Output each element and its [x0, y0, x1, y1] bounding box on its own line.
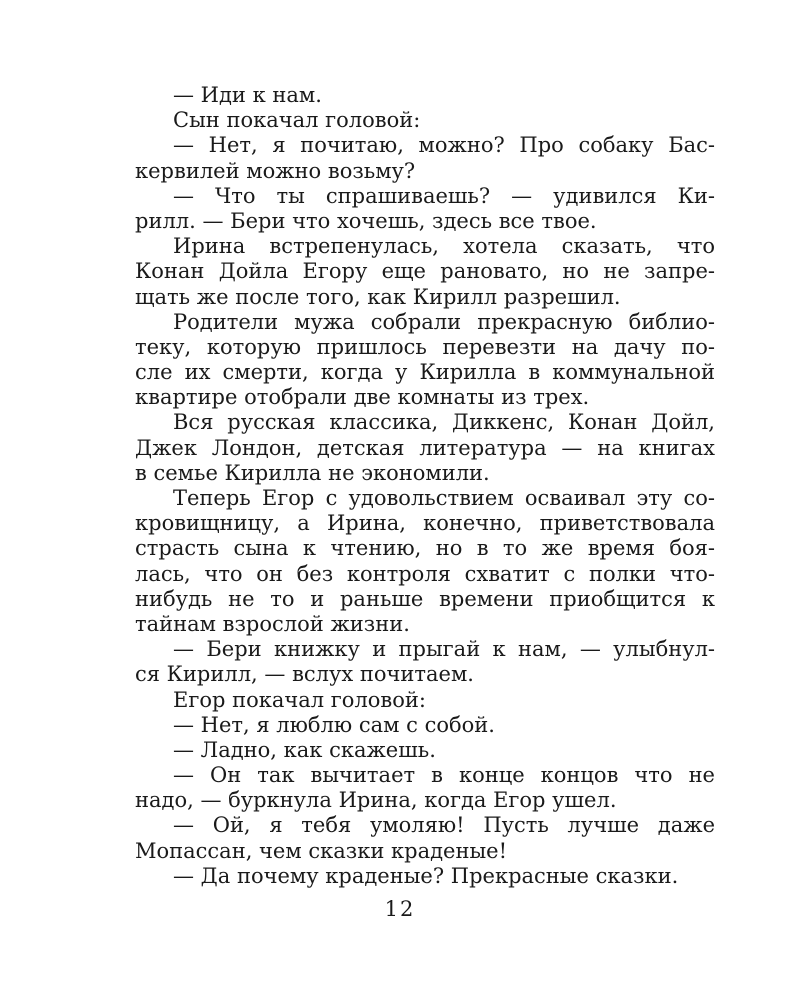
text-line: кровищницу, а Ирина, конечно, приветствовала [135, 511, 715, 536]
text-line: — Иди к нам. [173, 83, 322, 107]
text-line: сле их смерти, когда у Кирилла в коммунальной [135, 360, 715, 385]
text-line: ся Кирилл, — вслух почитаем. [135, 662, 474, 687]
text-line: Егор покачал головой: [173, 687, 426, 712]
text-line: лась, что он без контроля схватит с полки что- [135, 561, 715, 586]
text-line: — Он так вычитает в конце концов что не [173, 763, 715, 788]
text-line: квартире отобрали две комнаты из трех. [135, 385, 590, 410]
text-line: кервилей можно возьму? [135, 158, 416, 183]
text-line: — Нет, я почитаю, можно? Про собаку Бас- [173, 133, 715, 158]
text-line: страсть сына к чтению, но в то же время боя- [135, 536, 715, 561]
text-line: — Нет, я люблю сам с собой. [173, 712, 495, 737]
text-line: Сын покачал головой: [173, 108, 421, 133]
text-line: — Ой, я тебя умоляю! Пусть лучше даже [173, 813, 715, 838]
text-line: надо, — буркнула Ирина, когда Егор ушел. [135, 788, 617, 813]
text-line: Родители мужа собрали прекрасную библио- [173, 309, 715, 334]
text-line: — Ладно, как скажешь. [173, 737, 436, 762]
text-line: щать же после того, как Кирилл разрешил. [135, 284, 621, 309]
text-line: Конан Дойла Егору еще рановато, но не запре- [135, 259, 715, 284]
page-number: 12 [384, 897, 416, 921]
text-line: рилл. — Бери что хочешь, здесь все твое. [135, 208, 597, 233]
text-line: Ирина встрепенулась, хотела сказать, что [173, 234, 715, 259]
text-line: — Да почему краденые? Прекрасные сказки. [173, 863, 679, 888]
text-line: Мопассан, чем сказки краденые! [135, 838, 508, 863]
text-line: тайнам взрослой жизни. [135, 611, 410, 636]
text-line: нибудь не то и раньше времени приобщится к [135, 586, 715, 611]
text-line: — Бери книжку и прыгай к нам, — улыбнул- [173, 637, 715, 662]
page-text [135, 83, 715, 889]
text-line: Теперь Егор с удовольствием осваивал эту со- [173, 486, 715, 510]
text-line: теку, которую пришлось перевезти на дачу по- [135, 334, 715, 359]
text-line: — Что ты спрашиваешь? — удивился Ки- [173, 183, 715, 208]
text-line: в семье Кирилла не экономили. [135, 460, 490, 485]
text-line: Вся русская классика, Диккенс, Конан Дойл, [173, 410, 715, 435]
text-line: Джек Лондон, детская литература — на книгах [135, 435, 715, 460]
